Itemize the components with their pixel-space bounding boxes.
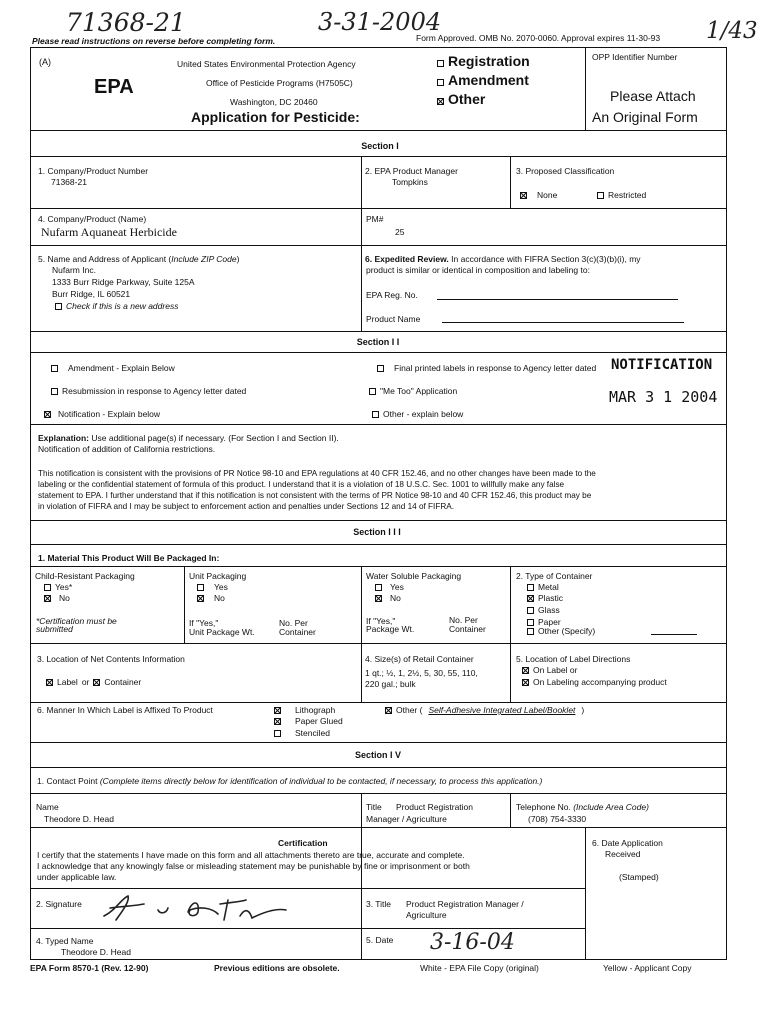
signed-date: 3-16-04 — [430, 930, 515, 955]
glass-checkbox[interactable] — [527, 607, 534, 614]
container-other[interactable]: Other (Specify) — [527, 626, 595, 636]
on-label-checkbox[interactable] — [522, 667, 529, 674]
handwritten-page-number: 1/43 — [706, 18, 758, 44]
yellow-copy-note: Yellow - Applicant Copy — [603, 963, 692, 973]
notification-checkbox[interactable] — [44, 411, 51, 418]
notification-stamp-date: MAR 3 1 2004 — [609, 388, 718, 406]
certification-heading: Certification — [278, 838, 328, 848]
company-product-number-label: 1. Company/Product Number — [38, 166, 149, 176]
contact-point-label: 1. Contact Point (Complete items directly below for identification of individual to be contacted, if necessary, to process this application.) — [37, 776, 543, 786]
child-resistant-label: Child-Resistant Packaging — [35, 571, 135, 581]
signature-label: 2. Signature — [36, 899, 82, 909]
lithograph-option[interactable]: Lithograph — [274, 705, 335, 715]
unit-packaging-label: Unit Packaging — [189, 571, 247, 581]
final-labels-checkbox[interactable] — [377, 365, 384, 372]
lithograph-checkbox[interactable] — [274, 707, 281, 714]
classification-none[interactable]: None — [520, 190, 557, 200]
paper-checkbox[interactable] — [527, 619, 534, 626]
label-checkbox[interactable] — [46, 679, 53, 686]
form-number: EPA Form 8570-1 (Rev. 12-90) — [30, 963, 149, 973]
packaging-question: 1. Material This Product Will Be Packaged In: — [38, 553, 220, 563]
obsolete-notice: Previous editions are obsolete. — [214, 963, 340, 973]
amendment-checkbox[interactable] — [437, 79, 444, 86]
unit-yes[interactable]: Yes — [197, 582, 228, 592]
certification-note: *Certification must be — [36, 616, 117, 626]
wsp-no[interactable]: No — [375, 593, 401, 603]
wsp-no-checkbox[interactable] — [375, 595, 382, 602]
date-received-label-2: Received — [605, 849, 641, 859]
applicant-address-label: 5. Name and Address of Applicant (Include ZIP Code) — [38, 254, 240, 264]
please-attach: Please Attach — [610, 88, 696, 104]
classification-restricted[interactable]: Restricted — [597, 190, 646, 200]
option-amendment[interactable]: Amendment — [437, 72, 529, 88]
pm-number-label: PM# — [366, 214, 384, 224]
product-manager-label: 2. EPA Product Manager — [365, 166, 458, 176]
new-address-checkbox[interactable] — [55, 303, 62, 310]
expedited-product-name-label: Product Name — [366, 314, 421, 324]
epa-logo-text: EPA — [94, 76, 134, 98]
amendment-option[interactable]: Amendment - Explain Below — [51, 363, 175, 373]
on-label-option[interactable]: On Label or — [522, 665, 577, 675]
explanation-text: Notification of addition of California restrictions. — [38, 444, 216, 454]
paper-glued-checkbox[interactable] — [274, 718, 281, 725]
section-2-heading: Section I I — [356, 337, 400, 347]
product-name-label: 4. Company/Product (Name) — [38, 214, 147, 224]
crp-no-checkbox[interactable] — [44, 595, 51, 602]
other-checkbox[interactable] — [437, 98, 444, 105]
registration-checkbox[interactable] — [437, 60, 444, 67]
label-affixed-label: 6. Manner In Which Label is Affixed To Product — [37, 705, 213, 715]
signer-title: Product Registration Manager / — [406, 899, 524, 909]
proposed-classification-label: 3. Proposed Classification — [516, 166, 615, 176]
wsp-container: Container — [449, 624, 486, 634]
instructions-note: Please read instructions on reverse before completing form. — [32, 36, 276, 46]
explanation-label: Explanation: Use additional page(s) if necessary. (For Section I and Section II). — [38, 433, 339, 443]
telephone-number: (708) 754-3330 — [528, 814, 587, 824]
unit-package-weight: Unit Package Wt. — [189, 627, 255, 637]
retail-container-size-label: 4. Size(s) of Retail Container — [365, 654, 474, 664]
notification-stamp-title: NOTIFICATION — [608, 357, 715, 373]
container-glass[interactable]: Glass — [527, 605, 560, 615]
form-letter: (A) — [39, 57, 51, 67]
epa-reg-no-label: EPA Reg. No. — [366, 290, 418, 300]
restricted-checkbox[interactable] — [597, 192, 604, 199]
on-labeling-option[interactable]: On Labeling accompanying product — [522, 677, 667, 687]
typed-name-label: 4. Typed Name — [36, 936, 94, 946]
office-name: Office of Pesticide Programs (H7505C) — [206, 78, 353, 88]
wsp-yes-checkbox[interactable] — [375, 584, 382, 591]
signer-title-label: 3. Title — [366, 899, 392, 909]
signer-title-2: Agriculture — [406, 910, 447, 920]
new-address-option[interactable]: Check if this is a new address — [55, 301, 178, 311]
stenciled-option[interactable]: Stenciled — [274, 728, 330, 738]
resubmission-checkbox[interactable] — [51, 388, 58, 395]
unit-container: Container — [279, 627, 316, 637]
notification-paragraph-2: labeling or the confidential statement of formula of this product. I understand that it is a violation of 18 U.S.C. Sec. 1001 to willfully make any false — [38, 480, 565, 489]
resubmission-option[interactable]: Resubmission in response to Agency letter dated — [51, 386, 246, 396]
white-copy-note: White - EPA File Copy (original) — [420, 963, 539, 973]
signature-image — [100, 890, 290, 924]
other-container-checkbox[interactable] — [527, 628, 534, 635]
option-registration[interactable]: Registration — [437, 53, 530, 69]
wsp-yes[interactable]: Yes — [375, 582, 404, 592]
product-name: Nufarm Aquaneat Herbicide — [41, 225, 177, 239]
container-paper[interactable]: Paper — [527, 617, 561, 627]
me-too-checkbox[interactable] — [369, 388, 376, 395]
other-affixed-option[interactable]: Other ( Self-Adhesive Integrated Label/Booklet ) — [385, 705, 584, 715]
telephone-label: Telephone No. (Include Area Code) — [516, 802, 649, 812]
agency-name: United States Environmental Protection Agency — [177, 59, 356, 69]
form-title: Application for Pesticide: — [191, 109, 360, 125]
notification-paragraph-4: in violation of FIFRA and I may be subject to enforcement action and penalties under Sections 12 and 14 of FIFRA. — [38, 502, 454, 511]
notification-paragraph-1: This notification is consistent with the provisions of PR Notice 98-10 and EPA regulations at 40 CFR 152.46, and no other changes have been made to the — [38, 469, 596, 478]
notification-option[interactable]: Notification - Explain below — [44, 409, 160, 419]
wsp-if-yes: If "Yes," — [366, 616, 396, 626]
container-checkbox[interactable] — [93, 679, 100, 686]
original-form: An Original Form — [592, 109, 698, 125]
none-checkbox[interactable] — [520, 192, 527, 199]
notification-paragraph-3: statement to EPA. I further understand that if this notification is not consistent with the terms of PR Notice 98-10 and 40 CFR 152.46, this product may be — [38, 491, 592, 500]
certification-note-2: submitted — [36, 624, 73, 634]
opp-identifier-label: OPP Identifier Number — [592, 52, 678, 62]
plastic-checkbox[interactable] — [527, 595, 534, 602]
paper-glued-option[interactable]: Paper Glued — [274, 716, 343, 726]
water-soluble-label: Water Soluble Packaging — [366, 571, 462, 581]
expedited-review-text: 6. Expedited Review. In accordance with FIFRA Section 3(c)(3)(b)(i), my — [365, 254, 641, 264]
label-directions-label: 5. Location of Label Directions — [516, 654, 631, 664]
certification-text-1: I certify that the statements I have made on this form and all attachments thereto are true, accurate and complete. — [37, 850, 465, 860]
certification-text-3: under applicable law. — [37, 872, 117, 882]
type-of-container-label: 2. Type of Container — [516, 571, 593, 581]
handwritten-date: 3-31-2004 — [318, 8, 442, 36]
applicant-address-2: Burr Ridge, IL 60521 — [52, 289, 131, 299]
other-explain-checkbox[interactable] — [372, 411, 379, 418]
unit-no[interactable]: No — [197, 593, 225, 603]
applicant-name: Nufarm Inc. — [52, 265, 96, 275]
unit-no-per: No. Per — [279, 618, 308, 628]
contact-name: Theodore D. Head — [44, 814, 114, 824]
contact-title-label: Title — [366, 802, 382, 812]
company-product-number: 71368-21 — [51, 177, 87, 187]
section-1-heading: Section I — [361, 141, 399, 151]
section-3-heading: Section I I I — [353, 527, 401, 537]
product-manager: Tompkins — [392, 177, 428, 187]
container-plastic[interactable]: Plastic — [527, 593, 563, 603]
unit-no-checkbox[interactable] — [197, 595, 204, 602]
expedited-review-text-2: product is similar or identical in composition and labeling to: — [366, 265, 590, 275]
amendment-explain-checkbox[interactable] — [51, 365, 58, 372]
omb-approval: Form Approved. OMB No. 2070-0060. Approval expires 11-30-93 — [416, 33, 661, 43]
net-contents-options[interactable]: Label or Container — [46, 677, 141, 687]
other-affixed-checkbox[interactable] — [385, 707, 392, 714]
container-metal[interactable]: Metal — [527, 582, 559, 592]
retail-sizes-2: 220 gal.; bulk — [365, 679, 416, 689]
contact-title: Product Registration — [396, 802, 474, 812]
final-labels-option[interactable]: Final printed labels in response to Agency letter dated — [377, 363, 596, 373]
crp-yes[interactable]: Yes* — [44, 582, 72, 592]
on-labeling-checkbox[interactable] — [522, 679, 529, 686]
agency-city: Washington, DC 20460 — [230, 97, 318, 107]
metal-checkbox[interactable] — [527, 584, 534, 591]
typed-name: Theodore D. Head — [61, 947, 131, 957]
applicant-address-1: 1333 Burr Ridge Parkway, Suite 125A — [52, 277, 195, 287]
date-received-label: 6. Date Application — [592, 838, 663, 848]
net-contents-label: 3. Location of Net Contents Information — [37, 654, 185, 664]
contact-title-2: Manager / Agriculture — [366, 814, 447, 824]
me-too-option[interactable]: "Me Too" Application — [369, 386, 457, 396]
contact-name-label: Name — [36, 802, 59, 812]
pm-number: 25 — [395, 227, 405, 237]
wsp-no-per: No. Per — [449, 615, 478, 625]
stenciled-checkbox[interactable] — [274, 730, 281, 737]
section-4-heading: Section I V — [354, 750, 401, 760]
handwritten-registration: 71368-21 — [66, 8, 186, 37]
certification-text-2: I acknowledge that any knowingly false or misleading statement may be punishable by fine or imprisonment or both — [37, 861, 470, 871]
crp-yes-checkbox[interactable] — [44, 584, 51, 591]
wsp-package-weight: Package Wt. — [366, 624, 415, 634]
unit-if-yes: If "Yes," — [189, 618, 219, 628]
other-explain-option[interactable]: Other - explain below — [372, 409, 463, 419]
stamped-label: (Stamped) — [619, 872, 659, 882]
option-other[interactable]: Other — [437, 91, 485, 107]
date-label: 5. Date — [366, 935, 394, 945]
crp-no[interactable]: No — [44, 593, 70, 603]
unit-yes-checkbox[interactable] — [197, 584, 204, 591]
retail-sizes-1: 1 qt.; ½, 1, 2½, 5, 30, 55, 110, — [365, 668, 478, 678]
